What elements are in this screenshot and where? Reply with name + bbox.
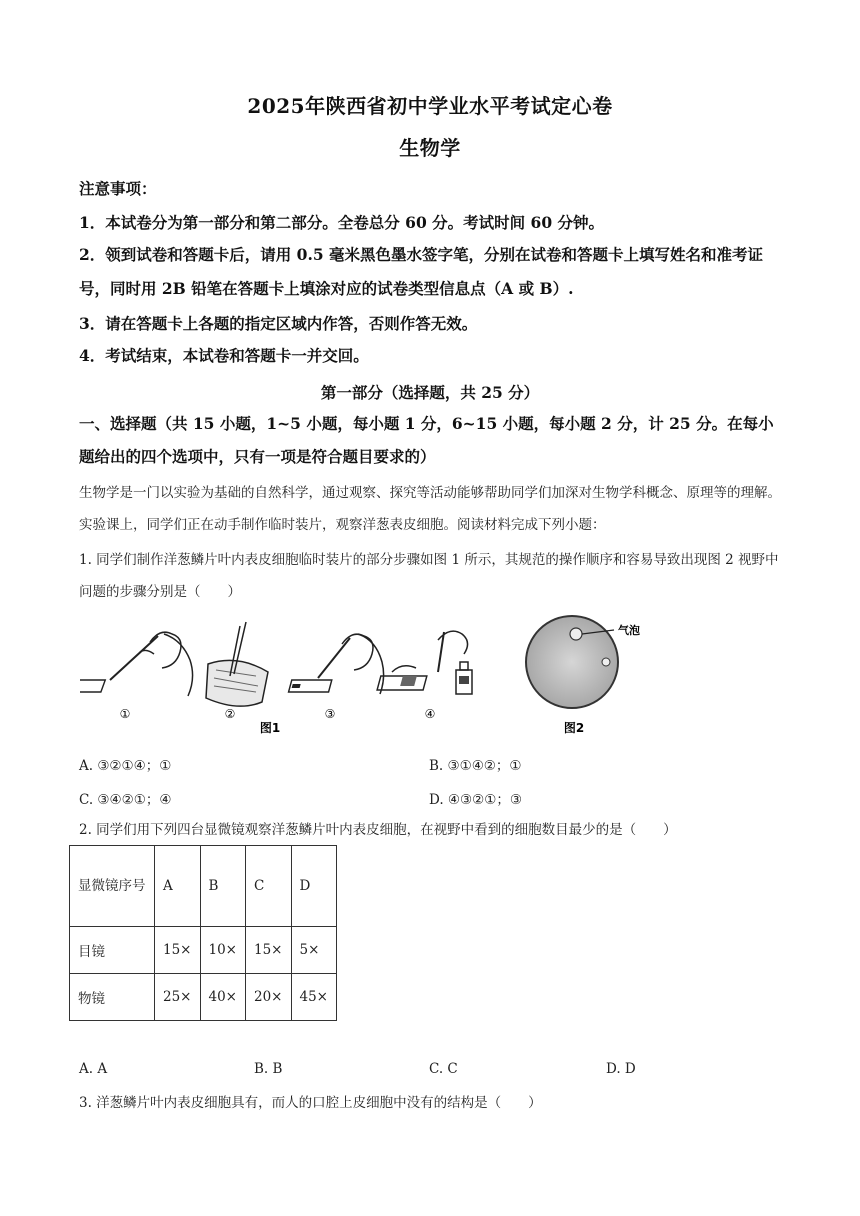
q2-option-a[interactable]: A. A xyxy=(79,1061,108,1077)
part1-instruction: 一、选择题（共 15 小题，1~5 小题，每小题 1 分，6~15 小题，每小题 2 分，计 25 分。在每小题给出的四个选项中，只有一项是符合题目要求的） xyxy=(79,414,774,466)
question-1-stem: 1. 同学们制作洋葱鳞片叶内表皮细胞临时装片的部分步骤如图 1 所示，其规范的操作顺序和容易导致出现图 2 视野中问题的步骤分别是（ ） xyxy=(79,552,779,600)
q2-option-c[interactable]: C. C xyxy=(429,1061,458,1077)
q1-option-a[interactable]: A. ③②①④；① xyxy=(79,758,172,774)
q1-option-c[interactable]: C. ③④②①；④ xyxy=(79,792,172,808)
step-3-illustration xyxy=(289,634,384,694)
step-2-label: ② xyxy=(224,707,236,721)
bubble-label: 气泡 xyxy=(618,624,640,637)
table-header-cell: D xyxy=(291,846,337,927)
table-cell: 20× xyxy=(246,974,292,1021)
notes-heading: 注意事项： xyxy=(79,179,157,198)
step-1-label: ① xyxy=(119,707,131,721)
note-item-3: 3．请在答题卡上各题的指定区域内作答，否则作答无效。 xyxy=(79,314,478,333)
step-4-label: ④ xyxy=(424,707,436,721)
table-cell: 45× xyxy=(291,974,337,1021)
subject-title: 生物学 xyxy=(399,136,461,160)
q1-option-d[interactable]: D. ④③②①；③ xyxy=(429,792,522,808)
question-1-figure xyxy=(80,612,640,742)
question-2-stem: 2. 同学们用下列四台显微镜观察洋葱鳞片叶内表皮细胞，在视野中看到的细胞数目最少的是（ ） xyxy=(79,822,677,838)
microscope-table xyxy=(69,845,337,1021)
note-item-1: 1．本试卷分为第一部分和第二部分。全卷总分 60 分。考试时间 60 分钟。 xyxy=(79,213,605,232)
step-1-illustration xyxy=(80,632,193,696)
note-item-4: 4．考试结束，本试卷和答题卡一并交回。 xyxy=(79,346,369,365)
figure-2-caption: 图2 xyxy=(563,721,585,735)
q2-option-b[interactable]: B. B xyxy=(254,1061,283,1077)
note-item-2: 2．领到试卷和答题卡后，请用 0.5 毫米黑色墨水签字笔，分别在试卷和答题卡上填写姓名和准考证号，同时用 2B 铅笔在答题卡上填涂对应的试卷类型信息点（A 或 B）. xyxy=(79,245,764,298)
q1-option-b[interactable]: B. ③①④②；① xyxy=(429,758,522,774)
step-4-illustration xyxy=(377,631,472,694)
table-row xyxy=(70,927,337,974)
table-cell: 5× xyxy=(291,927,337,974)
table-row xyxy=(70,974,337,1021)
question-3-stem: 3. 洋葱鳞片叶内表皮细胞具有，而人的口腔上皮细胞中没有的结构是（ ） xyxy=(79,1095,542,1111)
air-bubble xyxy=(570,628,582,640)
table-cell: 目镜 xyxy=(70,927,155,974)
exam-title: 2025年陕西省初中学业水平考试定心卷 xyxy=(247,94,613,118)
table-cell: 10× xyxy=(200,927,246,974)
table-header-row xyxy=(70,846,337,927)
table-cell: 15× xyxy=(246,927,292,974)
air-bubble-small xyxy=(602,658,610,666)
table-header-cell: C xyxy=(246,846,292,927)
table-cell: 15× xyxy=(155,927,201,974)
step-2-illustration xyxy=(206,622,268,706)
part1-heading: 第一部分（选择题，共 25 分） xyxy=(320,383,540,402)
table-cell: 40× xyxy=(200,974,246,1021)
table-cell: 25× xyxy=(155,974,201,1021)
material-paragraph: 生物学是一门以实验为基础的自然科学，通过观察、探究等活动能够帮助同学们加深对生物学科概念、原理等的理解。实验课上，同学们正在动手制作临时装片，观察洋葱表皮细胞。阅读材料完成下列小题： xyxy=(79,485,781,533)
table-header-cell: A xyxy=(155,846,201,927)
figure-1-caption: 图1 xyxy=(259,721,281,735)
q2-option-d[interactable]: D. D xyxy=(606,1061,636,1077)
table-header-cell: B xyxy=(200,846,246,927)
step-3-label: ③ xyxy=(324,707,336,721)
table-cell: 物镜 xyxy=(70,974,155,1021)
table-header-cell: 显微镜序号 xyxy=(70,846,155,927)
